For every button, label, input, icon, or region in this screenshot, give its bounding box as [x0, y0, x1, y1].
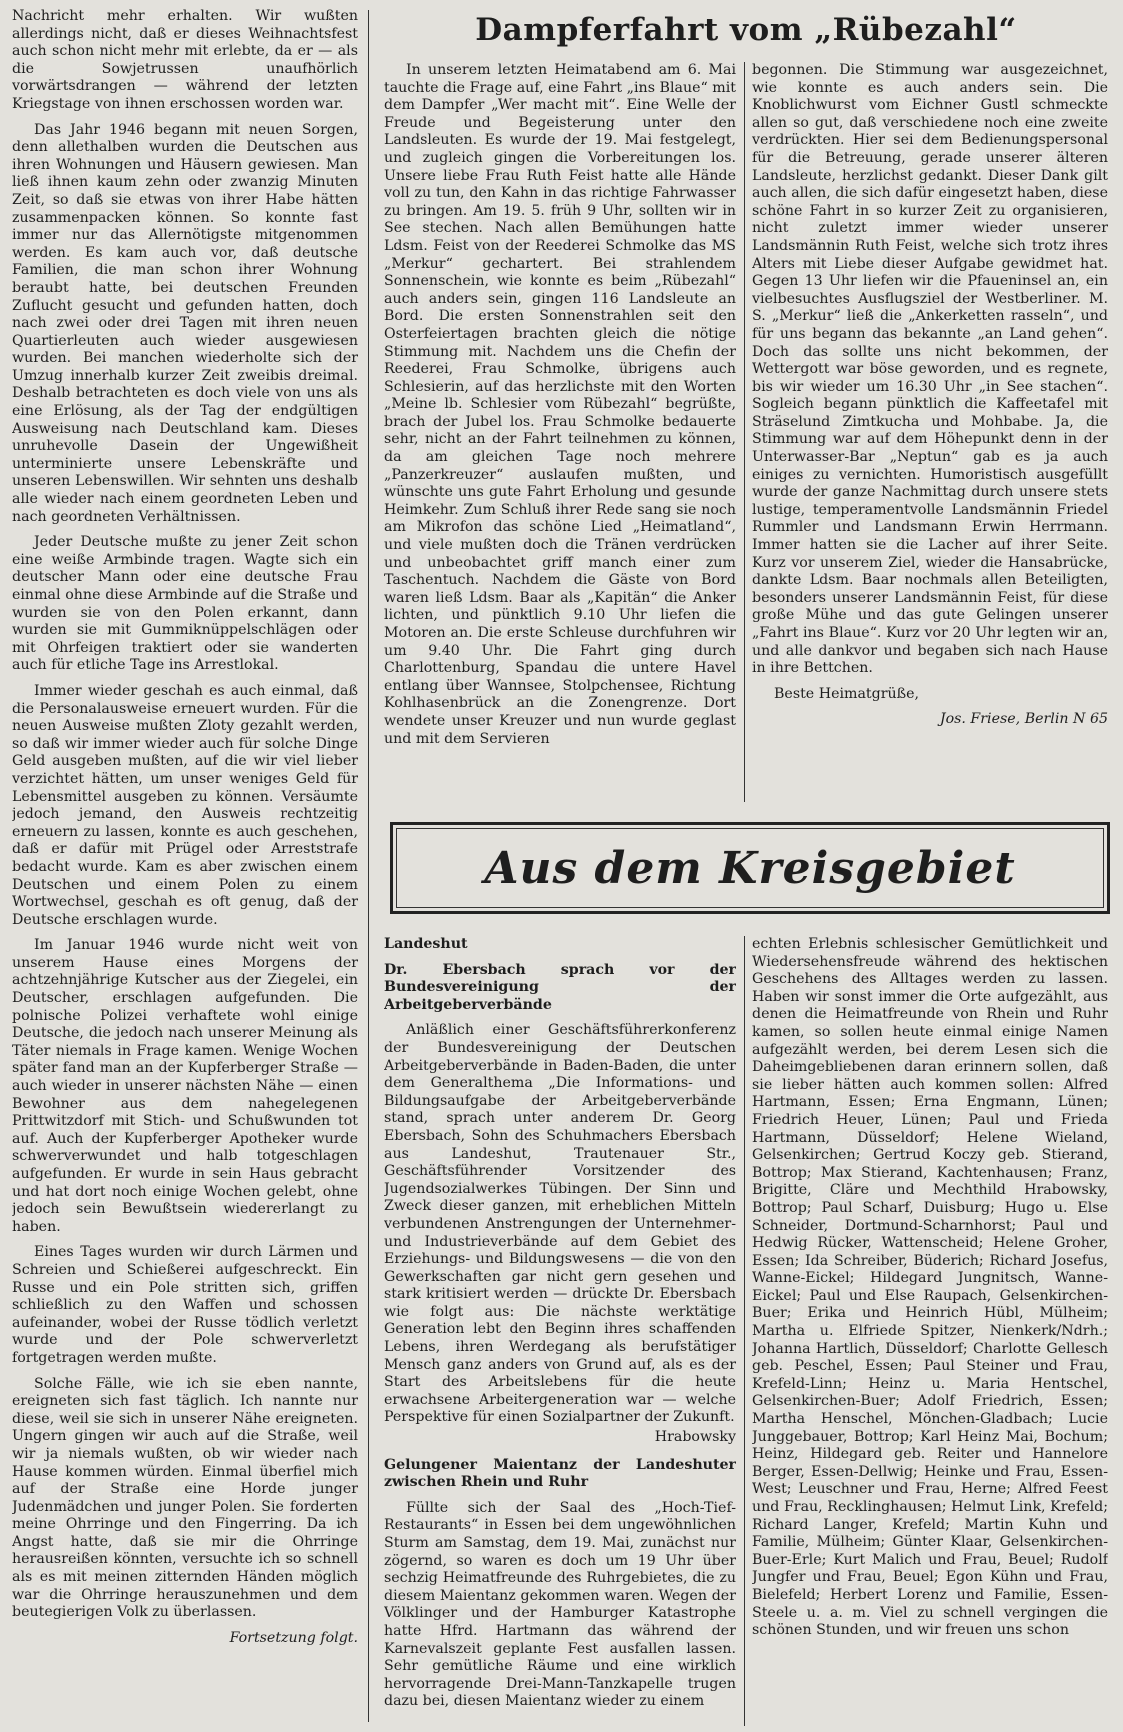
column-5-kreisgebiet [752, 936, 1108, 1726]
column-divider [368, 10, 369, 1722]
column-divider [744, 62, 745, 802]
column-4-kreisgebiet [384, 936, 736, 1726]
continuation-note: Fortsetzung folgt. [229, 1629, 358, 1646]
paragraph: Jeder Deutsche mußte zu jener Zeit schon eine weiße Armbinde tragen. Wagte sich ein deutscher Mann oder eine deutsche Frau einmal ohne diese Armbinde auf die Straße und wurden sie von den Polen erkannt, dann wurden sie mit Gummiknüppelschlägen oder mit Ohrfeigen traktiert oder sie wanderten auch für etliche Tage ins Arrestlokal. [12, 534, 358, 674]
paragraph: Immer wieder geschah es auch einmal, daß die Personalausweise erneuert wurden. Für die neuen Ausweise mußten Zloty gezahlt werden, so daß wir immer wieder auch für solche Dinge Geld ausgeben mußten, auf die wir viel lieber verzichtet hätten, um unser weniges Geld für Lebensmittel ausgeben zu können. Versäumte jedoch jemand, den Ausweis rechtzeitig erneuern zu lassen, konnte es auch geschehen, daß er dafür mit Prügel oder Arreststrafe bedacht wurde. Kam es aber zwischen einem Deutschen und einem Polen zu einem Wortwechsel, geschah es oft genug, daß der Deutsche erschlagen wurde. [12, 682, 358, 928]
column-divider [744, 936, 745, 1726]
article-headline: Dampferfahrt vom „Rübezahl“ [475, 12, 1017, 48]
paragraph: echten Erlebnis schlesischer Gemütlichkeit und Wiedersehensfreude während des hektischen Geschehens des Alltages werden zu lassen. Haben wir sonst immer die Orte aufgezählt, aus denen die Heimatfreunde von Rhein und Ruhr kamen, so sollen heute einmal einige Namen aufgezählt werden, bei derem Lesen sich die Daheimgebliebenen daran erinnern sollen, daß sie lieber hätten auch kommen sollen: Alfred Hartmann, Essen; Erna Engmann, Lünen; Friedrich Heuer, Lünen; Paul und Frieda Hartmann, Düsseldorf; Helene Wieland, Gelsenkirchen; Gertrud Koczy geb. Stierand, Bottrop; Max Stierand, Kachtenhausen; Franz, Brigitte, Cläre und Mechthild Hrabowsky, Bottrop; Paul Scharf, Duisburg; Hugo u. Else Schneider, Dortmund-Scharnhorst; Paul und Hedwig Rücker, Wattenscheid; Helene Groher, Essen; Ida Schreiber, Büderich; Richard Josefus, Wanne-Eickel; Hildegard Jungnitsch, Wanne-Eickel; Paul und Else Raupach, Gelsenkirchen-Buer; Erika und Heinrich Hübl, Mülheim; Martha u. Elfriede Spitzer, Nienkerk/Ndrh.; Johanna Hartlich, Düsseldorf; Charlotte Gellesch geb. Peschel, Essen; Paul Steiner und Frau, Krefeld-Linn; Heinz u. Maria Hentschel, Gelsenkirchen-Buer; Adolf Friedrich, Essen; Martha Henschel, Mönchen-Gladbach; Lucie Junggebauer, Bottrop; Karl Heinz Mai, Bochum; Heinz, Hildegard geb. Reiter und Hannelore Berger, Essen-Dellwig; Heinke und Frau, Essen-West; Leuschner und Frau, Herne; Alfred Feest und Frau, Recklinghausen; Helmut Link, Krefeld; Richard Langer, Krefeld; Martin Kuhn und Familie, Mülheim; Günter Klaar, Gelsenkirchen-Buer-Erle; Kurt Malich und Frau, Beuel; Rudolf Jungfer und Frau, Beuel; Egon Kühn und Frau, Bielefeld; Herbert Lorenz und Familie, Essen-Steele u. a. m. Viel zu schnell vergingen die schönen Stunden, und wir freuen uns schon [752, 936, 1108, 1639]
paragraph: Anläßlich einer Geschäftsführerkonferenz der Bundesvereinigung der Deutschen Arbeitgeberverbände in Baden-Baden, die unter dem Generalthema „Die Informations- und Bildungsaufgabe der Arbeitgeberverbände stand, sprach unter anderem Dr. Georg Ebersbach, Sohn des Schuhmachers Ebersbach aus Landeshut, Trautenauer Str., Geschäftsführender Vorsitzender des Jugendsozialwerkes Tübingen. Der Sinn und Zweck dieser ganzen, mit erheblichen Mitteln verbundenen Anstrengungen der Unternehmer- und Industrieverbände auf dem Gebiet des Erziehungs- und Bildungswesens — die von den Gewerkschaften gar nicht gern gesehen und stark kritisiert werden — drückte Dr. Ebersbach wie folgt aus: Die nächste werktätige Generation lebt den Beginn ihres schaffenden Lebens, ihren Werdegang als berufstätiger Mensch ganz anders von Grund auf, als es der Start des Arbeitslebens für die heute erwachsene Arbeitergeneration war — welche Perspektive für einen Sozialpartner der Zukunft. [384, 1022, 736, 1426]
article-subheading: Gelungener Maientanz der Landeshuter zwischen Rhein und Ruhr [384, 1456, 736, 1491]
author: Hrabowsky [654, 1429, 736, 1446]
section-banner-title: Aus dem Kreisgebiet [484, 842, 1016, 894]
paragraph: In unserem letzten Heimatabend am 6. Mai tauchte die Frage auf, eine Fahrt „ins Blaue“ mit dem Dampfer „Wer macht mit“. Eine Welle der Freude und Begeisterung unter den Landsleuten. Es wurde der 19. Mai festgelegt, und zugleich gingen die Vorbereitungen los. Unsere liebe Frau Ruth Feist hatte alle Hände voll zu tun, den Kahn in das richtige Fahrwasser zu bringen. Am 19. 5. früh 9 Uhr, sollten wir in See stechen. Nach allen Bemühungen hatte Ldsm. Feist von der Reederei Schmolke das MS „Merkur“ gechartert. Bei strahlendem Sonnenschein, wie konnte es beim „Rübezahl“ auch anders sein, gingen 116 Landsleute an Bord. Die ersten Sonnenstrahlen seit den Osterfeiertagen brachten gleich die nötige Stimmung mit. Nachdem uns die Chefin der Reederei, Frau Schmolke, übrigens auch Schlesierin, auf das herzlichste mit den Worten „Meine lb. Schlesier vom Rübezahl“ begrüßte, brach der Jubel los. Frau Schmolke bedauerte sehr, nicht an der Fahrt teilnehmen zu können, da am gleichen Tage noch mehrere „Panzerkreuzer“ auslaufen mußten, und wünschte uns gute Fahrt Erholung und gesunde Heimkehr. Zum Schluß ihrer Rede sang sie noch am Mikrofon das schöne Lied „Heimatland“, und viele mußten doch die Tränen verdrücken und unbeobachtet griff manch einer zum Taschentuch. Nachdem die Gäste von Bord waren ließ Ldsm. Baar als „Kapitän“ die Anker lichten, und pünktlich 9.10 Uhr liefen die Motoren an. Die erste Schleuse durchfuhren wir um 9.40 Uhr. Die Fahrt ging durch Charlottenburg, Spandau die untere Havel entlang über Wannsee, Stolpchensee, Richtung Kohlhasenbrück an die Zonengrenze. Dort wendete unser Kreuzer und nun wurde geglast und mit dem Servieren [384, 62, 736, 747]
column-1-article-continuation [12, 8, 358, 1728]
paragraph: Solche Fälle, wie ich sie eben nannte, ereigneten sich fast täglich. Ich nannte nur diese, weil sie sich in unserer Nähe ereigneten. Ungern gingen wir auch auf die Straße, weil wir ja niemals wußten, ob wir wieder nach Hause kommen würden. Einmal überfiel mich auf der Straße eine Horde junger Judenmädchen und junger Polen. Sie forderten meine Ohrringe und den Fingerring. Da ich Angst hatte, daß sie mir die Ohrringe herausreißen könnten, versuchte ich so schnell als es mit meinen zitternden Händen möglich war die Ohrringe herauszunehmen und dem beutegierigen Volk zu überlassen. [12, 1375, 358, 1621]
greeting: Beste Heimatgrüße, [774, 685, 920, 702]
paragraph: Im Januar 1946 wurde nicht weit von unserem Hause eines Morgens der achtzehnjährige Kutscher aus der Ziegelei, ein Deutscher, erschlagen aufgefunden. Die polnische Polizei verhaftete wohl einige Deutsche, die jedoch nach unserer Meinung als Täter niemals in Frage kamen. Wenige Wochen später fand man an der Kupferberger Straße — auch wieder in unserer nächsten Nähe — einen Bewohner aus dem nahegelegenen Prittwitzdorf mit Stich- und Schußwunden tot auf. Auch der Kupferberger Apotheker wurde schwerverwundet und halb totgeschlagen aufgefunden. Er wurde in sein Haus gebracht und hat dort noch einige Wochen gelebt, ohne jedoch sein Bewußtsein wiedererlangt zu haben. [12, 937, 358, 1235]
paragraph: Das Jahr 1946 begann mit neuen Sorgen, denn allethalben wurden die Deutschen aus ihren Wohnungen und Häusern gewiesen. Man ließ ihnen kaum zehn oder zwanzig Minuten Zeit, so daß sie etwas von ihrer Habe hätten zusammenpacken können. So konnte fast immer nur das Allernötigste mitgenommen werden. Es kam auch vor, daß deutsche Familien, die man schon ihrer Wohnung beraubt hatte, bei deutschen Freunden Zuflucht gesucht und gefunden hatten, doch nach zwei oder drei Tagen mit ihren neuen Quartierleuten auch wieder ausgewiesen wurden. Bei manchen wiederholte sich der Umzug innerhalb kurzer Zeit zweibis dreimal. Deshalb betrachteten es doch viele von uns als eine Erlösung, als der Tag der endgültigen Ausweisung nach Deutschland kam. Dieses unruhevolle Dasein der Ungewißheit unterminierte unsere Lebenskräfte und unseren Lebenswillen. Wir sehnten uns deshalb alle wieder nach einem geordneten Leben und nach geordneten Verhältnissen. [12, 121, 358, 525]
column-3-dampferfahrt [752, 62, 1108, 818]
article-subheading: Dr. Ebersbach sprach vor der Bundesvereinigung der Arbeitgeberverbände [384, 961, 736, 1013]
section-banner [390, 822, 1110, 914]
column-2-dampferfahrt [384, 62, 736, 802]
paragraph: Nachricht mehr erhalten. Wir wußten allerdings nicht, daß er dieses Weihnachtsfest auch schon nicht mehr mit erlebte, da er — als die Sowjetrussen unaufhörlich vorwärtsdrangen — während der letzten Kriegstage von ihnen erschossen worden war. [12, 8, 358, 112]
paragraph: Eines Tages wurden wir durch Lärmen und Schreien und Schießerei aufgeschreckt. Ein Russe und ein Pole stritten sich, griffen schließlich zu den Waffen und schossen aufeinander, wobei der Russe tödlich verletzt wurde und der Pole schwerverletzt fortgetragen werden mußte. [12, 1244, 358, 1366]
city-heading: Landeshut [384, 936, 468, 952]
signature: Jos. Friese, Berlin N 65 [939, 711, 1108, 728]
paragraph: begonnen. Die Stimmung war ausgezeichnet, wie konnte es auch anders sein. Die Knoblichwurst vom Eichner Gustl schmeckte allen so gut, daß verschiedene noch eine zweite verdrückten. Hier sei dem Bedienungspersonal für die Betreuung, gerade unserer älteren Landsleute, herzlichst gedankt. Dieser Dank gilt auch allen, die sich dafür eingesetzt haben, diese schöne Fahrt in so kurzer Zeit zu organisieren, nicht zuletzt immer wieder unserer Landsmännin Ruth Feist, welche sich trotz ihres Alters mit Liebe dieser Aufgabe gewidmet hat. Gegen 13 Uhr liefen wir die Pfaueninsel an, ein vielbesuchtes Ausflugsziel der Westberliner. M. S. „Merkur“ ließ die „Ankerketten rasseln“, und für uns begann das bekannte „an Land gehen“. Doch das sollte uns nicht bekommen, der Wettergott war böse geworden, und es regnete, bis wir wieder um 16.30 Uhr „in See stachen“. Sogleich begann pünktlich die Kaffeetafel mit Sträselund Zimtkucha und Mohbabe. Ja, die Stimmung war auf dem Höhepunkt denn in der Unterwasser-Bar „Neptun“ gab es ja auch einiges zu vernichten. Humoristisch ausgefüllt wurde der ganze Nachmittag durch unsere stets lustige, temperamentvolle Landsmännin Friedel Rummler und Landsmann Erwin Herrmann. Immer hatten sie die Lacher auf ihrer Seite. Kurz vor unserem Ziel, wieder die Hansabrücke, dankte Ldsm. Baar nochmals allen Beteiligten, besonders unserer Landsmännin Feist, für diese große Mühe und das gute Gelingen unserer „Fahrt ins Blaue“. Kurz vor 20 Uhr legten wir an, und alle dankvor und begaben sich nach Hause in ihre Bettchen. [752, 62, 1108, 677]
paragraph: Füllte sich der Saal des „Hoch-Tief-Restaurants“ in Essen bei dem ungewöhnlichen Sturm am Samstag, dem 19. Mai, zunächst nur zögernd, so waren es doch um 19 Uhr über sechzig Heimatfreunde des Ruhrgebietes, die zu diesem Maientanz gekommen waren. Wegen der Völklinger und der Hamburger Katastrophe hatte Hfrd. Hartmann das während der Karnevalszeit geplante Fest ausfallen lassen. Sehr gemütliche Räume und eine wirklich hervorragende Drei-Mann-Tanzkapelle trugen dazu bei, diesen Maientanz wieder zu einem [384, 1499, 736, 1710]
